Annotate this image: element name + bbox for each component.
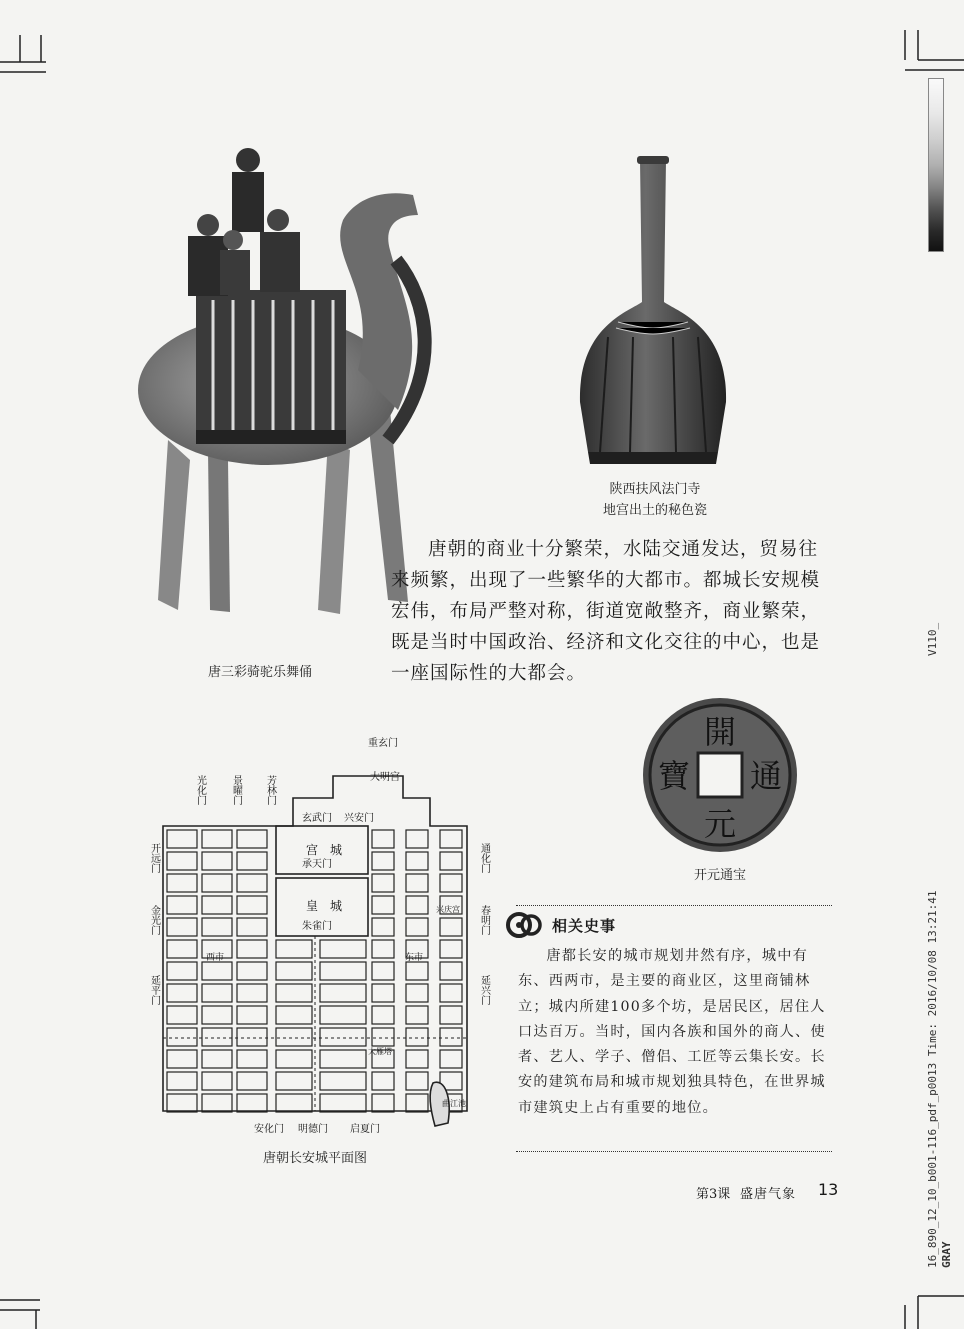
map-ward-block	[320, 1006, 366, 1024]
gray-scale-strip	[928, 78, 944, 252]
map-label-fanglin: 芳林门	[264, 775, 276, 805]
map-ward-block	[440, 918, 462, 936]
camel-caption: 唐三彩骑驼乐舞俑	[207, 665, 312, 680]
map-ward-block	[276, 1006, 312, 1024]
map-ward-block	[276, 940, 312, 958]
map-ward-block	[237, 874, 267, 892]
map-ward-block	[167, 852, 197, 870]
map-ward-block	[202, 1028, 232, 1046]
map-ward-block	[237, 1072, 267, 1090]
map-ward-block	[237, 940, 267, 958]
margin-file-info: 16_890_12_10_b001-116_pdf_p0013 Time: 2016/10/08 13:21:41	[926, 890, 939, 1268]
map-label-gongcheng: 宫 城	[306, 843, 343, 857]
map-ward-block	[372, 1072, 394, 1090]
map-label-kaiyuan: 开远门	[148, 843, 160, 873]
map-ward-block	[372, 1028, 394, 1046]
vase-caption-line1: 陕西扶风法门寺	[609, 482, 701, 497]
map-ward-block	[406, 918, 428, 936]
page-number: 13	[818, 1180, 839, 1199]
map-label-jingyao: 景曜门	[230, 775, 242, 805]
map-ward-block	[276, 1028, 312, 1046]
map-ward-block	[237, 1050, 267, 1068]
map-label-xishi: 西市	[206, 953, 225, 963]
map-ward-block	[372, 874, 394, 892]
map-ward-block	[440, 940, 462, 958]
map-label-guanghua: 光化门	[194, 775, 206, 805]
map-ward-block	[440, 962, 462, 980]
map-ward-block	[406, 1094, 428, 1112]
coin-char-top: 開	[703, 713, 737, 751]
map-ward-block	[167, 984, 197, 1002]
map-ward-block	[320, 1050, 366, 1068]
map-ward-block	[372, 984, 394, 1002]
map-label-qixia: 启夏门	[350, 1124, 380, 1135]
kaiyuan-coin-image	[640, 695, 800, 855]
map-ward-block	[202, 874, 232, 892]
map-ward-block	[440, 1050, 462, 1068]
map-ward-block	[167, 940, 197, 958]
footer-lesson: 第3课	[696, 1187, 731, 1202]
map-ward-block	[237, 1006, 267, 1024]
map-ward-block	[276, 1072, 312, 1090]
map-ward-block	[167, 1094, 197, 1112]
map-ward-block	[372, 830, 394, 848]
vase-caption-line2: 地宫出土的秘色瓷	[602, 503, 707, 518]
main-paragraph-text: 唐朝的商业十分繁荣，水陆交通发达，贸易往来频繁，出现了一些繁华的大都市。都城长安规模宏伟，布局严整对称，街道宽敞整齐，商业繁荣，既是当时中国政治、经济和文化交往的中心，也是一座国际性的大都会。	[391, 539, 821, 684]
map-ward-block	[167, 896, 197, 914]
map-ward-block	[372, 918, 394, 936]
map-ward-block	[406, 830, 428, 848]
map-ward-block	[372, 1094, 394, 1112]
map-ward-block	[406, 1050, 428, 1068]
main-paragraph	[391, 534, 837, 689]
map-ward-block	[167, 1050, 197, 1068]
map-ward-block	[320, 1028, 366, 1046]
map-ward-block	[167, 962, 197, 980]
map-ward-block	[202, 984, 232, 1002]
map-ward-block	[372, 940, 394, 958]
map-label-yanping: 延平门	[148, 975, 160, 1005]
related-history-title: 相关史事	[552, 917, 617, 935]
map-ward-block	[237, 1028, 267, 1046]
map-ward-block	[440, 984, 462, 1002]
map-ward-block	[440, 830, 462, 848]
map-label-huangcheng: 皇 城	[306, 899, 343, 913]
map-ward-block	[237, 830, 267, 848]
related-history-body	[518, 944, 834, 1121]
map-ward-block	[276, 962, 312, 980]
map-ward-block	[406, 896, 428, 914]
map-ward-block	[406, 852, 428, 870]
map-ward-block	[237, 962, 267, 980]
margin-code: V110_	[926, 622, 939, 656]
map-ward-block	[202, 830, 232, 848]
coin-char-right: 通	[749, 757, 783, 795]
map-label-xingqing: 兴庆宫	[436, 905, 460, 914]
section-logo-icon	[505, 906, 545, 944]
map-ward-block	[320, 984, 366, 1002]
map-label-chunming: 春明门	[478, 905, 490, 935]
map-ward-block	[167, 1006, 197, 1024]
map-ward-block	[276, 1094, 312, 1112]
map-ward-block	[320, 940, 366, 958]
map-label-daming: 大明宫	[370, 772, 400, 783]
map-ward-block	[202, 852, 232, 870]
coin-char-left: 寶	[657, 757, 691, 795]
map-ward-block	[237, 896, 267, 914]
map-ward-block	[167, 830, 197, 848]
map-caption: 唐朝长安城平面图	[262, 1151, 367, 1166]
map-ward-block	[237, 984, 267, 1002]
map-ward-block	[320, 962, 366, 980]
map-label-dongshi: 东市	[405, 953, 424, 963]
map-ward-block	[237, 1094, 267, 1112]
map-ward-block	[202, 1050, 232, 1068]
map-label-jinguang: 金光门	[148, 905, 160, 935]
map-ward-block	[372, 962, 394, 980]
map-ward-block	[276, 984, 312, 1002]
margin-gray-label: GRAY	[940, 1241, 953, 1268]
map-ward-block	[406, 984, 428, 1002]
map-label-xingan: 兴安门	[344, 813, 374, 824]
map-label-chengtian: 承天门	[302, 859, 332, 870]
map-ward-block	[440, 1028, 462, 1046]
map-ward-block	[406, 874, 428, 892]
section-bottom-divider	[516, 1151, 832, 1152]
map-ward-block	[440, 852, 462, 870]
map-ward-block	[167, 918, 197, 936]
map-ward-block	[202, 918, 232, 936]
map-ward-block	[406, 1006, 428, 1024]
map-label-dayanta: 大雁塔	[368, 1047, 392, 1056]
map-ward-block	[276, 1050, 312, 1068]
map-label-mingde: 明德门	[298, 1124, 328, 1135]
map-ward-block	[167, 1028, 197, 1046]
map-label-xuanwu: 玄武门	[302, 813, 332, 824]
map-ward-block	[202, 1094, 232, 1112]
coin-caption: 开元通宝	[693, 868, 746, 883]
map-label-yanxing: 延兴门	[478, 975, 490, 1005]
map-ward-block	[202, 1006, 232, 1024]
footer-title: 盛唐气象	[740, 1187, 797, 1202]
map-ward-block	[202, 896, 232, 914]
celadon-vase-image	[578, 152, 728, 477]
map-label-qujiang: 曲江池	[442, 1099, 466, 1108]
map-ward-block	[372, 852, 394, 870]
map-ward-block	[406, 1072, 428, 1090]
map-ward-block	[440, 874, 462, 892]
map-label-chongxuan: 重玄门	[368, 738, 398, 749]
map-ward-block	[372, 896, 394, 914]
map-ward-block	[406, 962, 428, 980]
map-ward-block	[237, 852, 267, 870]
map-ward-block	[440, 1006, 462, 1024]
related-history-text: 唐都长安的城市规划井然有序，城中有东、西两市，是主要的商业区，这里商铺林立；城内所建100多个坊，是居民区，居住人口达百万。当时，国内各族和国外的商人、使者、艺人、学子、僧侣、工匠等云集长安。长安的建筑布局和城市规划独具特色，在世界城市建筑史上占有重要的地位。	[518, 948, 826, 1116]
map-label-tonghua: 通化门	[478, 843, 490, 873]
coin-char-bottom: 元	[703, 805, 737, 843]
map-label-zhuque: 朱雀门	[302, 921, 332, 932]
map-ward-block	[372, 1006, 394, 1024]
map-ward-block	[320, 1094, 366, 1112]
map-ward-block	[202, 1072, 232, 1090]
changan-city-map	[130, 728, 500, 1138]
map-ward-block	[202, 962, 232, 980]
map-ward-block	[320, 1072, 366, 1090]
map-label-anhua: 安化门	[254, 1124, 284, 1135]
map-ward-block	[237, 918, 267, 936]
map-ward-block	[406, 1028, 428, 1046]
section-top-divider	[516, 905, 832, 906]
map-ward-block	[167, 874, 197, 892]
map-ward-block	[167, 1072, 197, 1090]
